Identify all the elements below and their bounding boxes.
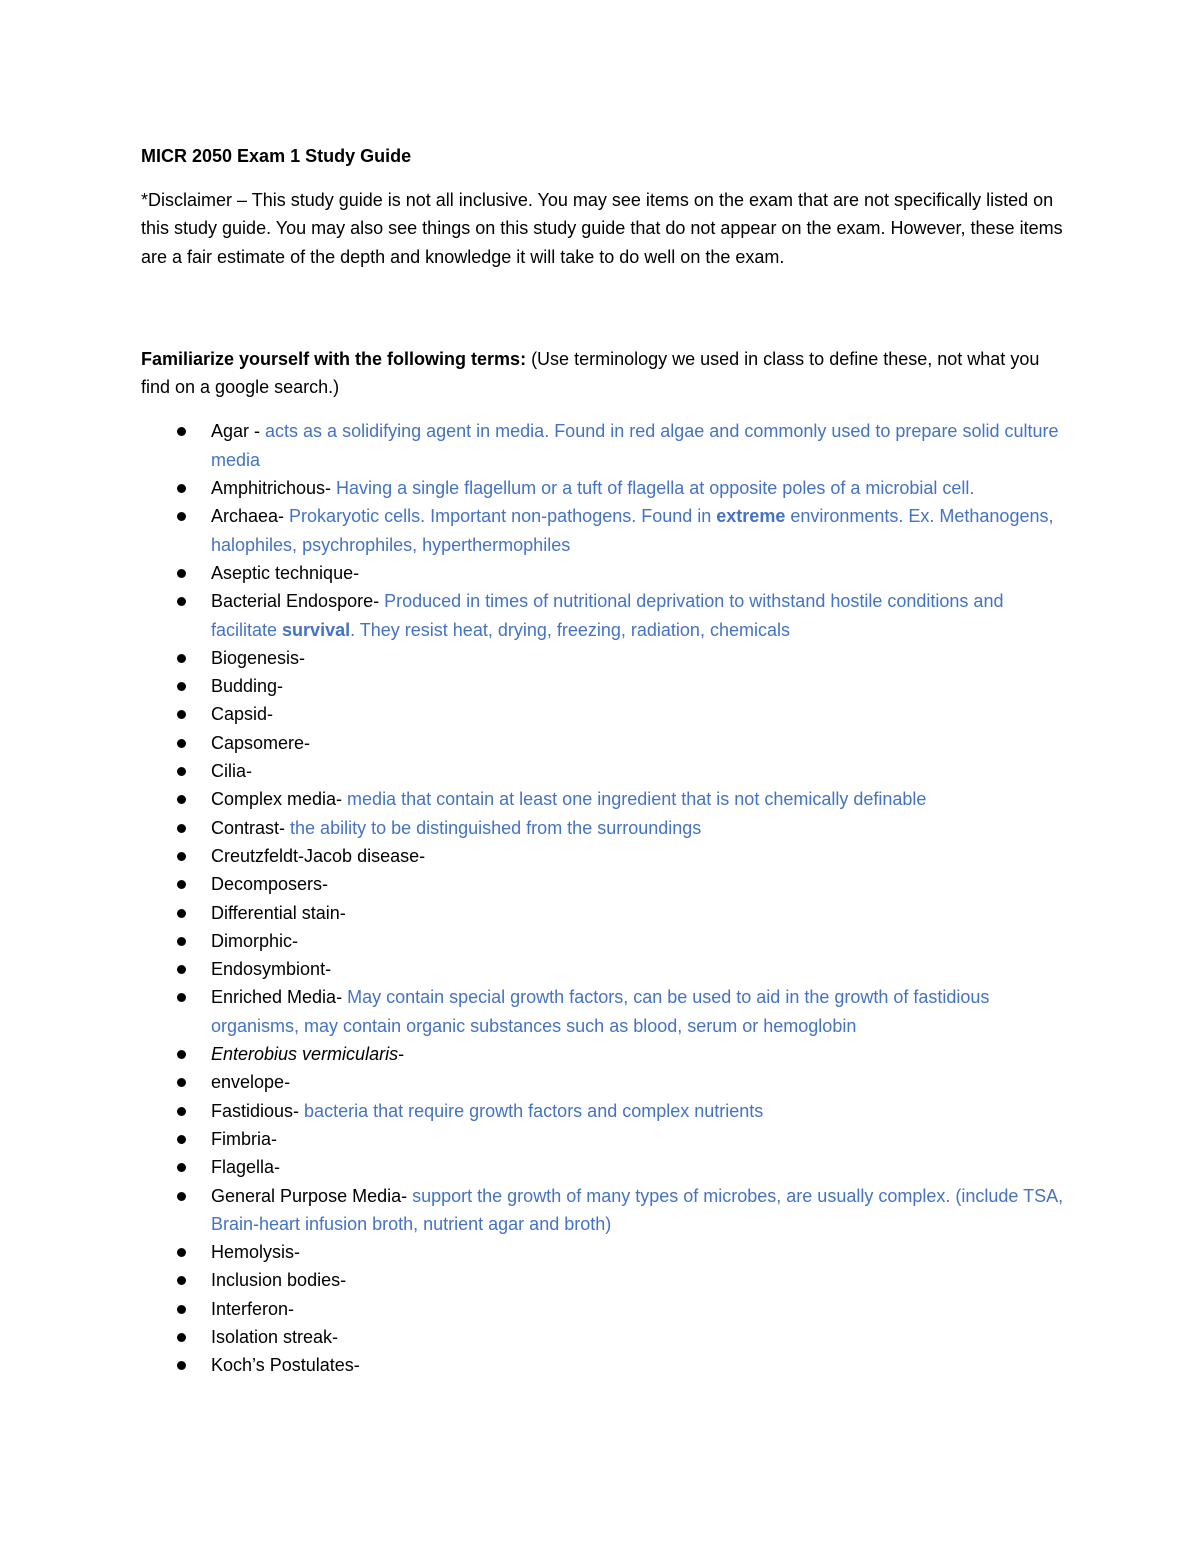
bullet-icon bbox=[177, 1078, 186, 1087]
bullet-icon bbox=[177, 824, 186, 833]
bullet-icon bbox=[177, 569, 186, 578]
term-definition bbox=[211, 506, 1053, 554]
definition-emphasis: extreme bbox=[716, 506, 786, 527]
term-item bbox=[141, 1068, 1071, 1096]
term-suffix: - bbox=[398, 1044, 405, 1065]
term-item bbox=[141, 842, 1071, 870]
definition-text: May contain special growth factors, can be used to aid in the growth of fastidious organisms, may contain organic substances such as blood, serum or hemoglobin bbox=[211, 987, 990, 1036]
instructions-heading: Familiarize yourself with the following terms: bbox=[141, 348, 527, 369]
term-label: Amphitrichous- bbox=[211, 478, 337, 499]
term-label: Isolation streak- bbox=[211, 1326, 339, 1347]
term-item bbox=[141, 785, 1071, 813]
term-label: Dimorphic- bbox=[211, 930, 299, 951]
term-item bbox=[141, 1238, 1071, 1266]
term-label: Agar - bbox=[211, 421, 266, 442]
bullet-icon bbox=[177, 427, 186, 436]
term-label: Fastidious- bbox=[211, 1100, 305, 1121]
term-label: Creutzfeldt-Jacob disease- bbox=[211, 845, 426, 866]
bullet-icon bbox=[177, 1305, 186, 1314]
bullet-icon bbox=[177, 993, 186, 1002]
bullet-icon bbox=[177, 512, 186, 521]
term-item bbox=[141, 1182, 1071, 1239]
term-label: Hemolysis- bbox=[211, 1242, 301, 1263]
document-page bbox=[141, 142, 1071, 1380]
term-item bbox=[141, 672, 1071, 700]
term-definition bbox=[347, 789, 926, 809]
term-label: Aseptic technique- bbox=[211, 562, 360, 583]
bullet-icon bbox=[177, 1050, 186, 1059]
term-item bbox=[141, 1125, 1071, 1153]
document-title: MICR 2050 Exam 1 Study Guide bbox=[141, 146, 412, 166]
definition-text: bacteria that require growth factors and complex nutrients bbox=[304, 1100, 764, 1121]
term-definition bbox=[304, 1101, 763, 1121]
term-label: Contrast- bbox=[211, 817, 291, 838]
term-item bbox=[141, 1323, 1071, 1351]
term-label: Endosymbiont- bbox=[211, 959, 332, 980]
term-item bbox=[141, 1040, 1071, 1068]
term-label: Koch’s Postulates- bbox=[211, 1355, 360, 1376]
bullet-icon bbox=[177, 795, 186, 804]
term-item bbox=[141, 559, 1071, 587]
definition-text: acts as a solidifying agent in media. Found in red algae and commonly used to prepare solid culture media bbox=[211, 421, 1059, 470]
bullet-icon bbox=[177, 710, 186, 719]
bullet-icon bbox=[177, 484, 186, 493]
term-label: Decomposers- bbox=[211, 874, 329, 895]
bullet-icon bbox=[177, 1192, 186, 1201]
bullet-icon bbox=[177, 880, 186, 889]
term-label: Biogenesis- bbox=[211, 647, 306, 668]
bullet-icon bbox=[177, 1333, 186, 1342]
instructions-paragraph bbox=[141, 345, 1071, 402]
bullet-icon bbox=[177, 1163, 186, 1172]
term-label: Flagella- bbox=[211, 1157, 281, 1178]
bullet-icon bbox=[177, 909, 186, 918]
term-label: Bacterial Endospore- bbox=[211, 591, 385, 612]
term-item bbox=[141, 1266, 1071, 1294]
term-item bbox=[141, 1097, 1071, 1125]
bullet-icon bbox=[177, 654, 186, 663]
term-item bbox=[141, 1153, 1071, 1181]
bullet-icon bbox=[177, 852, 186, 861]
term-item bbox=[141, 417, 1071, 474]
bullet-icon bbox=[177, 682, 186, 691]
bullet-icon bbox=[177, 767, 186, 776]
term-item bbox=[141, 1295, 1071, 1323]
definition-text-tail: . They resist heat, drying, freezing, radiation, chemicals bbox=[350, 619, 790, 640]
term-label: Enriched Media- bbox=[211, 987, 348, 1008]
bullet-icon bbox=[177, 1107, 186, 1116]
term-label: Differential stain- bbox=[211, 902, 346, 923]
term-item bbox=[141, 899, 1071, 927]
term-item bbox=[141, 700, 1071, 728]
term-label: envelope- bbox=[211, 1072, 291, 1093]
term-label: Inclusion bodies- bbox=[211, 1270, 347, 1291]
term-label: Capsomere- bbox=[211, 732, 311, 753]
term-label: Interferon- bbox=[211, 1298, 295, 1319]
definition-text: Produced in times of nutritional deprivation to withstand hostile conditions and facilitate bbox=[211, 591, 1004, 640]
bullet-icon bbox=[177, 739, 186, 748]
disclaimer-paragraph: *Disclaimer – This study guide is not all inclusive. You may see items on the exam that are not specifically listed on this study guide. You may also see things on this study guide that do not appear on the exam. However, these items are a fair estimate of the depth and knowledge it will take to do well on the exam. bbox=[141, 190, 1063, 267]
bullet-icon bbox=[177, 597, 186, 606]
definition-text: support the growth of many types of microbes, are usually complex. (include TSA, Brain-heart infusion broth, nutrient agar and broth) bbox=[211, 1185, 1064, 1234]
term-label: Budding- bbox=[211, 676, 284, 697]
term-label: General Purpose Media- bbox=[211, 1185, 413, 1206]
term-definition bbox=[211, 421, 1059, 469]
term-item bbox=[141, 502, 1071, 559]
term-item bbox=[141, 814, 1071, 842]
bullet-icon bbox=[177, 965, 186, 974]
terms-list bbox=[141, 417, 1071, 1379]
term-item bbox=[141, 955, 1071, 983]
bullet-icon bbox=[177, 1135, 186, 1144]
definition-text: Prokaryotic cells. Important non-pathogens. Found in bbox=[289, 506, 717, 527]
term-item bbox=[141, 757, 1071, 785]
term-label: Cilia- bbox=[211, 761, 253, 782]
term-definition bbox=[336, 478, 974, 498]
term-label: Enterobius vermicularis bbox=[211, 1044, 399, 1065]
term-definition bbox=[290, 818, 701, 838]
definition-text: media that contain at least one ingredient that is not chemically definable bbox=[347, 789, 927, 810]
term-item bbox=[141, 927, 1071, 955]
definition-text: the ability to be distinguished from the surroundings bbox=[290, 817, 702, 838]
instructions-note: (Use terminology we used in class to define these, not what you find on a google search.) bbox=[141, 348, 1040, 398]
term-label: Fimbria- bbox=[211, 1128, 277, 1149]
term-label: Complex media- bbox=[211, 789, 348, 810]
bullet-icon bbox=[177, 1248, 186, 1257]
term-item bbox=[141, 870, 1071, 898]
definition-text: Having a single flagellum or a tuft of flagella at opposite poles of a microbial cell. bbox=[336, 478, 975, 499]
term-item bbox=[141, 587, 1071, 644]
term-item bbox=[141, 474, 1071, 502]
term-label: Capsid- bbox=[211, 704, 274, 725]
term-item bbox=[141, 729, 1071, 757]
term-item bbox=[141, 983, 1071, 1040]
term-item bbox=[141, 644, 1071, 672]
term-label: Archaea- bbox=[211, 506, 290, 527]
term-item bbox=[141, 1351, 1071, 1379]
definition-text-tail: environments. Ex. Methanogens, halophiles, psychrophiles, hyperthermophiles bbox=[211, 506, 1054, 555]
bullet-icon bbox=[177, 1276, 186, 1285]
definition-emphasis: survival bbox=[282, 619, 351, 640]
spacer bbox=[141, 271, 1071, 345]
bullet-icon bbox=[177, 1361, 186, 1370]
bullet-icon bbox=[177, 937, 186, 946]
